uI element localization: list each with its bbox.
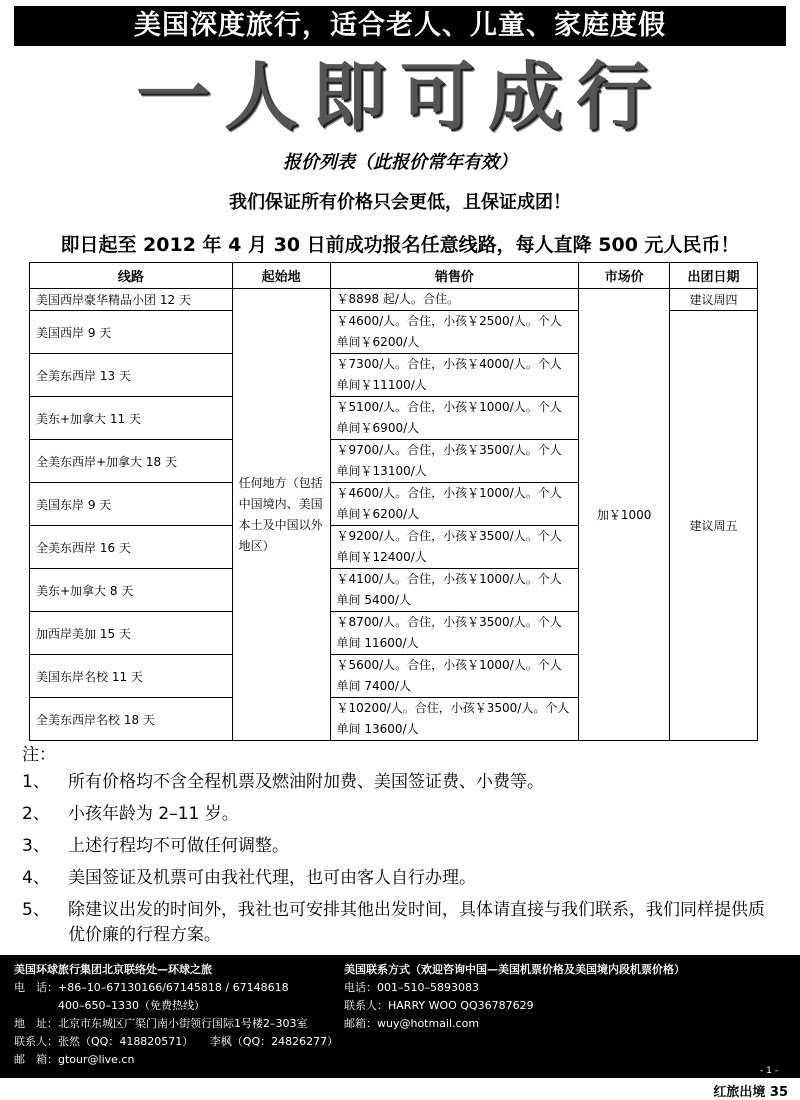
note-number: 2、 <box>22 804 50 824</box>
route-cell: 美国东岸名校 11 天 <box>30 655 233 698</box>
us-contact-heading: 美国联系方式（欢迎咨询中国—美国机票价格及美国境内段机票价格） <box>344 963 685 976</box>
market-price-cell: 加￥1000 <box>579 289 670 741</box>
price-table <box>29 262 758 741</box>
price-cell: ￥5600/人。合住，小孩￥1000/人。个人单间 7400/人 <box>330 655 579 698</box>
route-cell: 加西岸美加 15 天 <box>30 612 233 655</box>
note-number: 3、 <box>22 836 50 856</box>
price-cell: ￥9700/人。合住，小孩￥3500/人。个人单间￥13100/人 <box>330 440 579 483</box>
header-departure: 出团日期 <box>670 263 758 289</box>
beijing-address: 地 址：北京市东城区广渠门南小街领行国际1号楼2–303室 <box>14 1017 308 1030</box>
note-number: 1、 <box>22 772 50 792</box>
note-number: 4、 <box>22 868 50 888</box>
beijing-contacts: 联系人：张然（QQ：418820571） 李枫（QQ：24826277） <box>14 1035 339 1048</box>
beijing-email: 邮 箱：gtour@live.cn <box>14 1053 135 1066</box>
contact-footer <box>0 955 800 1078</box>
note-number: 5、 <box>22 900 50 920</box>
price-cell: ￥9200/人。合住，小孩￥3500/人。个人单间￥12400/人 <box>330 526 579 569</box>
origin-cell: 任何地方（包括中国境内、美国本土及中国以外地区） <box>232 289 330 741</box>
beijing-office-name: 美国环球旅行集团北京联络处—环球之旅 <box>14 963 212 976</box>
note-text: 小孩年龄为 2–11 岁。 <box>68 804 239 824</box>
header-origin: 起始地 <box>232 263 330 289</box>
price-cell: ￥8898 起/人。合住。 <box>330 289 579 311</box>
promo-text: 即日起至 2012 年 4 月 30 日前成功报名任意线路，每人直降 500 元人民币！ <box>60 234 740 256</box>
us-email: 邮箱：wuy@hotmail.com <box>344 1017 480 1030</box>
price-cell: ￥4600/人。合住，小孩￥2500/人。个人单间￥6200/人 <box>330 311 579 354</box>
guarantee-text: 我们保证所有价格只会更低，且保证成团！ <box>229 192 571 213</box>
table-row <box>30 289 758 311</box>
note-text: 除建议出发的时间外，我社也可安排其他出发时间，具体请直接与我们联系，我们同样提供质优价廉的行程方案。 <box>68 900 765 945</box>
route-cell: 美国西岸 9 天 <box>30 311 233 354</box>
us-contact-person: 联系人：HARRY WOO QQ36787629 <box>344 999 534 1012</box>
route-cell: 全美东西岸名校 18 天 <box>30 698 233 741</box>
beijing-contact <box>14 961 339 1069</box>
header-sale-price: 销售价 <box>330 263 579 289</box>
departure-cell: 建议周五 <box>670 311 758 741</box>
route-cell: 美东+加拿大 11 天 <box>30 397 233 440</box>
page-mark: - 1 - <box>760 1066 778 1076</box>
beijing-hotline: 400–650–1330（免费热线） <box>14 999 205 1012</box>
price-cell: ￥4100/人。合住，小孩￥1000/人。个人单间 5400/人 <box>330 569 579 612</box>
page-label: 红旅出境 35 <box>713 1085 788 1100</box>
departure-cell: 建议周四 <box>670 289 758 311</box>
table-header-row <box>30 263 758 289</box>
route-cell: 美东+加拿大 8 天 <box>30 569 233 612</box>
price-cell: ￥5100/人。合住，小孩￥1000/人。个人单间￥6900/人 <box>330 397 579 440</box>
note-text: 美国签证及机票可由我社代理，也可由客人自行办理。 <box>68 868 476 888</box>
beijing-phone: 电 话：+86–10–67130166/67145818 / 67148618 <box>14 981 289 994</box>
note-text: 上述行程均不可做任何调整。 <box>68 836 289 856</box>
header-market-price: 市场价 <box>579 263 670 289</box>
route-cell: 全美东西岸 16 天 <box>30 526 233 569</box>
note-text: 所有价格均不含全程机票及燃油附加费、美国签证费、小费等。 <box>68 772 544 792</box>
route-cell: 美国东岸 9 天 <box>30 483 233 526</box>
price-cell: ￥8700/人。合住，小孩￥3500/人。个人单间 11600/人 <box>330 612 579 655</box>
notes-title: 注： <box>22 745 56 765</box>
price-list-subtitle: 报价列表（此报价常年有效） <box>283 152 517 173</box>
us-phone: 电话：001–510–5893083 <box>344 981 479 994</box>
price-cell: ￥10200/人。合住，小孩￥3500/人。个人单间 13600/人 <box>330 698 579 741</box>
main-title: 一人即可成行 <box>136 54 664 140</box>
route-cell: 全美东西岸+加拿大 18 天 <box>30 440 233 483</box>
route-cell: 全美东西岸 13 天 <box>30 354 233 397</box>
top-banner: 美国深度旅行，适合老人、儿童、家庭度假 <box>14 6 786 46</box>
price-cell: ￥7300/人。合住，小孩￥4000/人。个人单间￥11100/人 <box>330 354 579 397</box>
price-cell: ￥4600/人。合住，小孩￥1000/人。个人单间￥6200/人 <box>330 483 579 526</box>
route-cell: 美国西岸豪华精品小团 12 天 <box>30 289 233 311</box>
header-route: 线路 <box>30 263 233 289</box>
us-contact <box>344 961 794 1033</box>
